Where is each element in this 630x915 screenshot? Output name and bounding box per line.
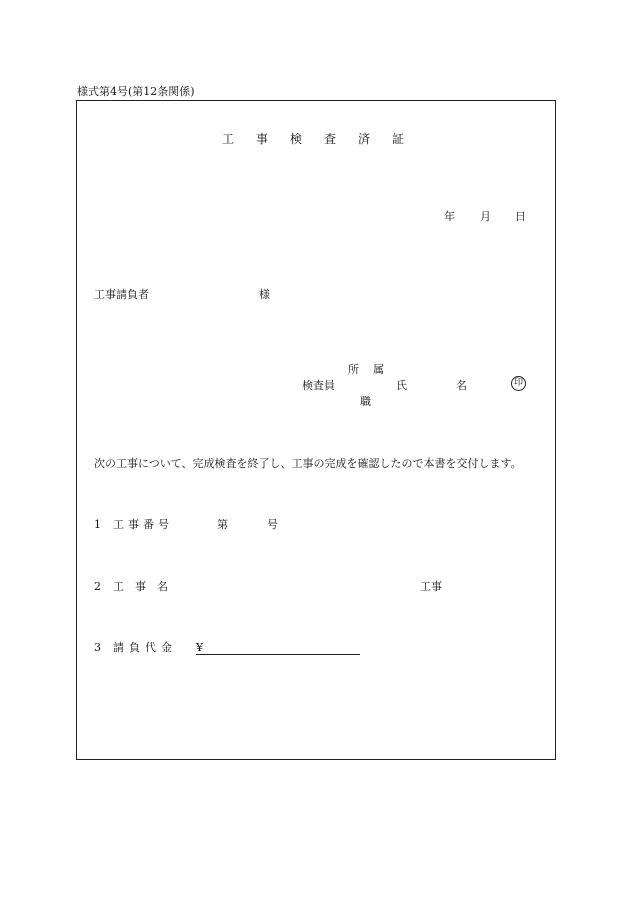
item-label-contract-amount: 請負代金 [113, 641, 177, 654]
document-title: 工事検査済証 [222, 132, 427, 146]
inspector-name-label-1: 氏 [396, 379, 407, 392]
contract-amount-yen: ¥ [196, 641, 203, 654]
certificate-frame [76, 100, 556, 760]
inspector-position-label: 職 [360, 395, 371, 408]
contractor-honorific: 様 [259, 288, 270, 301]
inspector-affiliation-label: 所属 [348, 363, 398, 376]
seal-mark: 印 [511, 376, 526, 391]
item-suffix-go: 号 [267, 518, 278, 531]
date-month-label: 月 [480, 210, 491, 223]
item-prefix-dai: 第 [217, 518, 228, 531]
date-year-label: 年 [444, 210, 455, 223]
contract-amount-underline [196, 654, 360, 655]
item-number-2: 2 [94, 580, 101, 593]
item-label-construction-name: 工事名 [113, 580, 179, 593]
item-number-3: 3 [94, 641, 101, 654]
inspector-label: 検査員 [302, 379, 335, 392]
item-number-1: 1 [94, 518, 101, 531]
item-suffix-kouji: 工事 [420, 580, 442, 593]
form-reference: 様式第4号(第12条関係) [77, 85, 195, 98]
inspector-name-label-2: 名 [456, 379, 467, 392]
contractor-label: 工事請負者 [94, 288, 149, 301]
item-label-construction-number: 工事番号 [113, 518, 173, 531]
certificate-body-text: 次の工事について、完成検査を終了し、工事の完成を確認したので本書を交付します。 [94, 457, 522, 470]
date-day-label: 日 [515, 210, 526, 223]
